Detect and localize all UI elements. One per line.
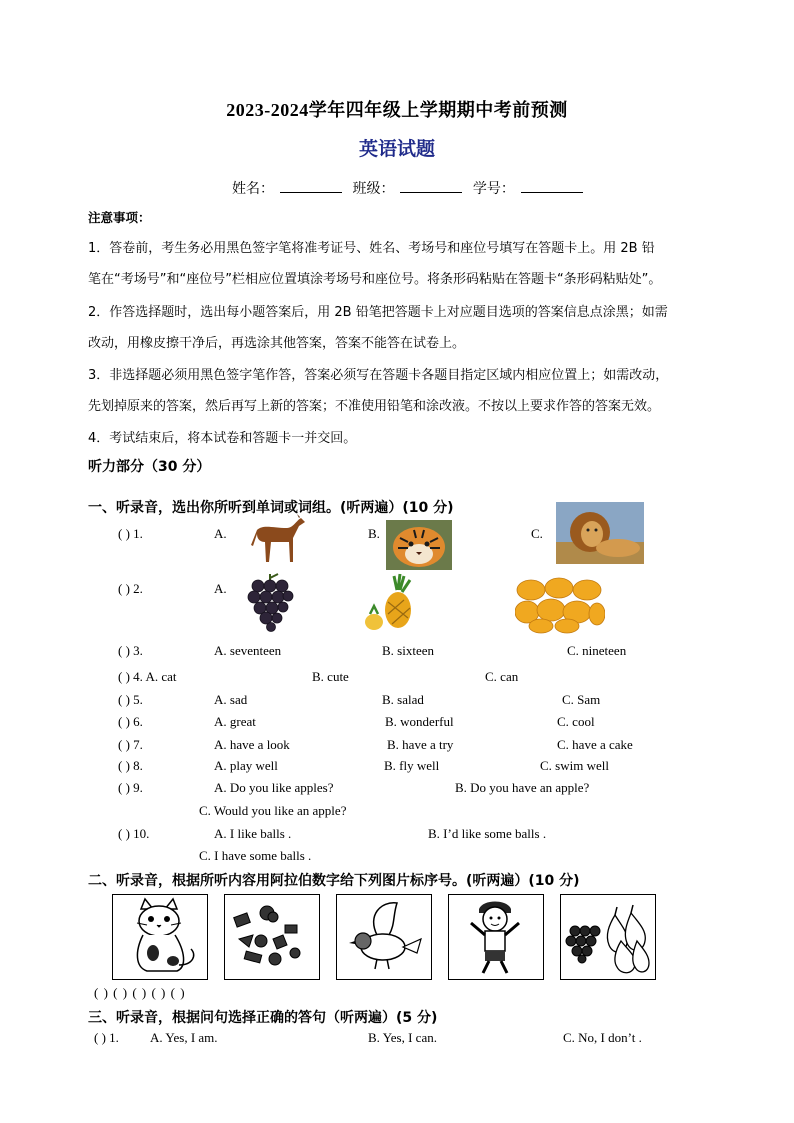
notice-line: 3．非选择题必须用黑色签字笔作答，答案必须写在答题卡各题目指定区域内相应位置上；如需改动， — [88, 368, 669, 383]
q1-option-a[interactable]: A. — [214, 526, 227, 541]
q1-option-c[interactable]: C. — [531, 526, 543, 541]
q3-paren[interactable]: ( ) 3. — [118, 643, 143, 658]
grapes-picture — [246, 572, 294, 632]
q10-option-b[interactable]: B. I’d like some balls . — [428, 826, 547, 841]
q9-option-c[interactable]: C. Would you like an apple? — [199, 803, 347, 818]
notice-line: 1．答卷前，考生务必用黑色签字笔将准考证号、姓名、考场号和座位号填写在答题卡上。用 2B 铅 — [88, 241, 655, 256]
q5-option-c[interactable]: C. Sam — [562, 692, 601, 707]
part2-answer-parens[interactable]: ( ) ( ) ( ) ( ) ( ) — [94, 985, 186, 1000]
q5-option-b[interactable]: B. salad — [382, 692, 424, 707]
q6-option-b[interactable]: B. wonderful — [385, 714, 454, 729]
q8-option-b[interactable]: B. fly well — [384, 758, 440, 773]
q6-option-a[interactable]: A. great — [214, 714, 256, 729]
q9-option-b[interactable]: B. Do you have an apple? — [455, 780, 590, 795]
q6-paren[interactable]: ( ) 6. — [118, 714, 143, 729]
q1-paren[interactable]: ( ) 1. — [118, 526, 143, 541]
notice-line: 4．考试结束后，将本试卷和答题卡一并交回。 — [88, 431, 357, 446]
name-blank[interactable] — [280, 180, 342, 193]
part3-q1-option-c[interactable]: C. No, I don’t . — [563, 1030, 642, 1045]
part3-q1-option-b[interactable]: B. Yes, I can. — [368, 1030, 437, 1045]
exam-title: 2023-2024学年四年级上学期期中考前预测 — [226, 100, 568, 120]
food-picture — [225, 895, 319, 979]
q10-paren[interactable]: ( ) 10. — [118, 826, 150, 841]
picture-frame — [448, 894, 544, 980]
q9-option-a[interactable]: A. Do you like apples? — [214, 780, 334, 795]
picture-frame — [224, 894, 320, 980]
q4-option-c[interactable]: C. can — [485, 669, 519, 684]
q1-option-b[interactable]: B. — [368, 526, 380, 541]
id-blank[interactable] — [521, 180, 583, 193]
q8-option-c[interactable]: C. swim well — [540, 758, 609, 773]
q9-paren[interactable]: ( ) 9. — [118, 780, 143, 795]
listening-heading: 听力部分（30 分） — [88, 459, 211, 475]
q5-option-a[interactable]: A. sad — [214, 692, 248, 707]
q4-paren[interactable]: ( ) 4. A. cat — [118, 669, 177, 684]
q4-option-b[interactable]: B. cute — [312, 669, 349, 684]
notice-heading: 注意事项： — [88, 210, 151, 225]
cat-picture — [113, 895, 207, 979]
q5-paren[interactable]: ( ) 5. — [118, 692, 143, 707]
mangoes-picture — [515, 576, 605, 634]
q7-option-a[interactable]: A. have a look — [214, 737, 290, 752]
tiger-picture — [386, 520, 452, 570]
notice-line: 笔在“考场号”和“座位号”栏相应位置填涂考场号和座位号。将条形码粘贴在答题卡“条形码粘贴处”。 — [88, 272, 662, 287]
q10-option-a[interactable]: A. I like balls . — [214, 826, 292, 841]
horse-picture — [247, 512, 307, 566]
bird-picture — [337, 895, 431, 979]
student-info-line — [232, 178, 589, 198]
q2-option-a[interactable]: A. — [214, 581, 227, 596]
q6-option-c[interactable]: C. cool — [557, 714, 595, 729]
part3-heading: 三、听录音，根据问句选择正确的答句（听两遍）(5 分) — [88, 1010, 438, 1026]
notice-line: 2．作答选择题时，选出每小题答案后，用 2B 铅笔把答题卡上对应题目选项的答案信息点涂黑；如需 — [88, 305, 668, 320]
picture-frame — [112, 894, 208, 980]
part1-heading: 一、听录音，选出你所听到单词或词组。(听两遍）(10 分) — [88, 500, 454, 516]
class-label: 班级： — [352, 181, 395, 197]
class-blank[interactable] — [400, 180, 462, 193]
q7-option-c[interactable]: C. have a cake — [557, 737, 633, 752]
pineapple-picture — [364, 572, 420, 632]
q2-paren[interactable]: ( ) 2. — [118, 581, 143, 596]
picture-frame — [560, 894, 656, 980]
q7-option-b[interactable]: B. have a try — [387, 737, 454, 752]
q3-option-c[interactable]: C. nineteen — [567, 643, 627, 658]
lion-picture — [556, 502, 644, 564]
picture-frame — [336, 894, 432, 980]
q10-option-c[interactable]: C. I have some balls . — [199, 848, 312, 863]
part3-q1-paren[interactable]: ( ) 1. — [94, 1030, 119, 1045]
id-label: 学号： — [472, 181, 515, 197]
notice-line: 先划掉原来的答案，然后再写上新的答案；不准使用铅笔和涂改液。不按以上要求作答的答案无效。 — [88, 399, 661, 414]
part2-heading: 二、听录音，根据所听内容用阿拉伯数字给下列图片标序号。(听两遍）(10 分) — [88, 873, 580, 889]
q3-option-a[interactable]: A. seventeen — [214, 643, 282, 658]
part3-q1-option-a[interactable]: A. Yes, I am. — [150, 1030, 218, 1045]
q3-option-b[interactable]: B. sixteen — [382, 643, 434, 658]
exam-subtitle: 英语试题 — [358, 139, 435, 160]
name-label: 姓名： — [232, 181, 274, 197]
q8-option-a[interactable]: A. play well — [214, 758, 278, 773]
notice-line: 改动，用橡皮擦干净后，再选涂其他答案，答案不能答在试卷上。 — [88, 336, 466, 351]
q8-paren[interactable]: ( ) 8. — [118, 758, 143, 773]
fruit-picture — [561, 895, 655, 979]
q7-paren[interactable]: ( ) 7. — [118, 737, 143, 752]
boy-picture — [449, 895, 543, 979]
